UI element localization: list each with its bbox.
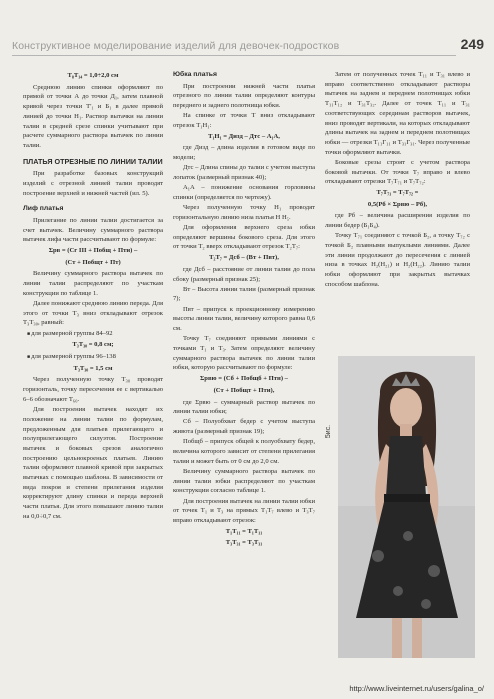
paragraph: Сб – Полуобхват бедер с учетом выступа живота (размерный признак 19); [173,418,315,436]
formula: Т₃Т₃₀ = 1,5 см [73,364,113,372]
paragraph: Побщб – припуск общей к полуобхвату бедер, величина которого зависит от степени прилегания талии и может быть от 0 см до 2,0 см. [173,438,315,465]
formula: Т₁Н₁ = Дизд – Дтс – А₁А, [208,132,280,140]
subsection-title: Юбка платья [173,71,217,78]
paragraph: Далее понижают среднюю линию переда. Для этого от точки Т₃ вниз откладывают отрезок Т₃Т₃₀, равный: [23,300,163,327]
figure-side-label: 5ис. [325,424,333,439]
page-number: 249 [460,36,484,52]
bullet-item: ■ для размерной группы 96–138 [23,352,163,363]
formula: 0,5(Рб × Σрвю – Рб), [367,200,428,208]
model-photo [338,356,475,658]
paragraph: При разработке базовых конструкций изделий с отрезной линией талии проводят построение верхней и нижней частей (ил. 5). [23,170,163,197]
paragraph: Для построения вытачек на линии талии юбки от точек Т₁ и Т₃ на прямых Т₁Т₇ влево и Т₃Т₇ вправо откладывают отрезок: [173,497,315,524]
text-column-2 [173,70,315,550]
paragraph: При построении нижней части платья отрезного по линии талии определяют контуры переднего и заднего полотнища юбки. [173,82,315,110]
source-url: http://www.liveinternet.ru/users/galina_o/ [349,684,484,693]
formula: Т₈Т₁₄ = 1,0÷2,0 см [67,72,119,79]
paragraph: Через полученную точку Н₁ проводят горизонтальную линию низа платья Н Н₅. [173,204,315,221]
formula: Т₃Т₃₀ = 0,8 см; [72,341,114,349]
paragraph: Пвт – припуск к проекционному измерению высоты линии талии, величину которого равна 0,6 см. [173,305,315,333]
formula: Т₂Т₇ = Дсб – (Вт + Пвт), [209,254,279,262]
paragraph: Точку Т₇₁ соединяют с точкой Б₂, а точку Т₇₂ с точкой Б₂ плавными выпуклыми линиями. Далее эти линии продолжают до пересечения с линией низа в точках Н₂(Н₂₁) и Н₂(Н₂₂). Линию талии юбки оформляют при закрытых вытачках способом шаблона. [325,232,470,288]
girl-in-dress-illustration [338,356,475,658]
bullet-item: ■ для размерной группы 84–92 [23,329,163,340]
paragraph: Затем от полученных точек Т₁₁ и Т₃₁ влево и вправо соответственно откладывают растворы вытачек на заднем и переднем полотнищах юбки Т₁₁Т₁₂ и Т₃₁Т₃₂. Далее от точек Т₁₁ и Т₃₁ соответствующих серединам растворов вытачек, вниз проводят вертикали, на которых откладывают длины вытачек на заднем и переднем полотнищах юбки — отрезки Т₁₁Г₁₁ и Т₃₁Г₃₁. Через полученные точки оформляют вытачки. [325,71,470,156]
paragraph: Величину суммарного раствора вытачек по линии талии распределяют по участкам конструкции по таблице 1. [23,270,163,297]
formula: Σрв = (Сг III + Пoбщ + Пти) – [48,247,138,255]
paragraph: Прилегание по линии талии достигается за счет вытачек. Величину суммарного раствора вытачек лифа части рассчитывают по формуле: [23,216,163,244]
paragraph: Точку Т₇ соединяют прямыми линиями с точками Т₁ и Т₃. Затем определяют величину суммарного раствора вытачек по линии талии юбки, которую рассчитывают по формуле: [173,335,315,372]
running-header-title: Конструктивное моделирование изделий для девочек-подростков [12,40,340,52]
section-title: ПЛАТЬЯ ОТРЕЗНЫЕ ПО ЛИНИИ ТАЛИИ [23,156,163,166]
paragraph: где Σрвю – суммарный раствор вытачек по линии талии юбки; [173,398,315,416]
paragraph: Боковые срезы строят с учетом раствора боковой вытачки. От точки Т₇ вправо и влево откладывают отрезки Т₇Т₇₁ и Т₇Т₇₂: [325,158,470,186]
paragraph: где Дсб – расстояние от линии талии до пола сбоку (размерный признак 25); [173,265,315,283]
paragraph: Через полученную точку Т₃₀ проводят горизонталь, точку пересечения ее с вертикалью 6–6 обозначают Т₆₀. [23,376,163,403]
paragraph: Для построения вытачек находят их положение на линии талии по формулам, предложенным для платьев прилегающего и полуприлегающего силуэтов. Построение вытачек и боковых срезов аналогично построению цельнокроеных платьев. Линию талии оформляют плавной кривой при закрытых вытачках с помощью шаблона. В зависимости от вида покроя и степени прилегания изделия корректируют длину спинки и переда верхней части платья. Для этого повышают линию талии на 0,0÷0,7 см. [23,406,163,520]
subsection-title: Лиф платья [23,205,64,213]
text-column-1 [23,70,163,522]
formula: (Ст + Побщт + Пти), [213,386,275,394]
text-column-3 [325,70,470,290]
paragraph: где Рб – величина расширения изделия по линии бедер (Б₁Б₄). [325,212,470,230]
paragraph: А₁А – понижение основания горловины спинки (определяется по чертежу). [173,184,315,201]
formula: Т₁Т₁₁ = Т₁Т₁₁ [225,527,263,535]
paragraph: Для оформления верхнего среза юбки определяют вершины бокового среза. Для этого от точки Т₂ вверх откладывают отрезок Т₂Т₇: [173,224,315,251]
paragraph: Величину суммарного раствора вытачек по линии талии юбки распределяют по участкам конструкции согласно таблице 1. [173,467,315,495]
formula: Т₇Т₇₁ = Т₇Т₇₂ = [376,188,419,196]
paragraph: Вт – Высота линии талии (размерный признак 7); [173,285,315,303]
page-header [0,0,494,64]
paragraph: где Дизд – длина изделия в готовом виде по модели; [173,144,315,162]
header-rule [12,55,456,56]
formula: (Ст + Побщт + Пт) [65,258,121,266]
paragraph: Среднюю линию спинки оформляют по прямой от точки А до точки Д₁, затем плавной кривой через точки Т'₁ и Б₁ в далее прямой линией до точки Н₁. Раствор вытачки на линии талии в средней срезе спинки учитывают при расчете суммарного раствора вытачек по линии талии. [23,83,163,149]
formula: Т₃Т₃₁ = Т₃Т₃₁ [225,539,263,547]
formula: Σрвю = (Сб + Побщб + Птн) – [200,375,288,383]
paragraph: На спинке от точки Т вниз откладывают отрезок Т₁Н₁: [173,112,315,130]
paragraph: Дтс – Длина спины до талии с учетом выступа лопаток (размерный признак 40); [173,164,315,182]
